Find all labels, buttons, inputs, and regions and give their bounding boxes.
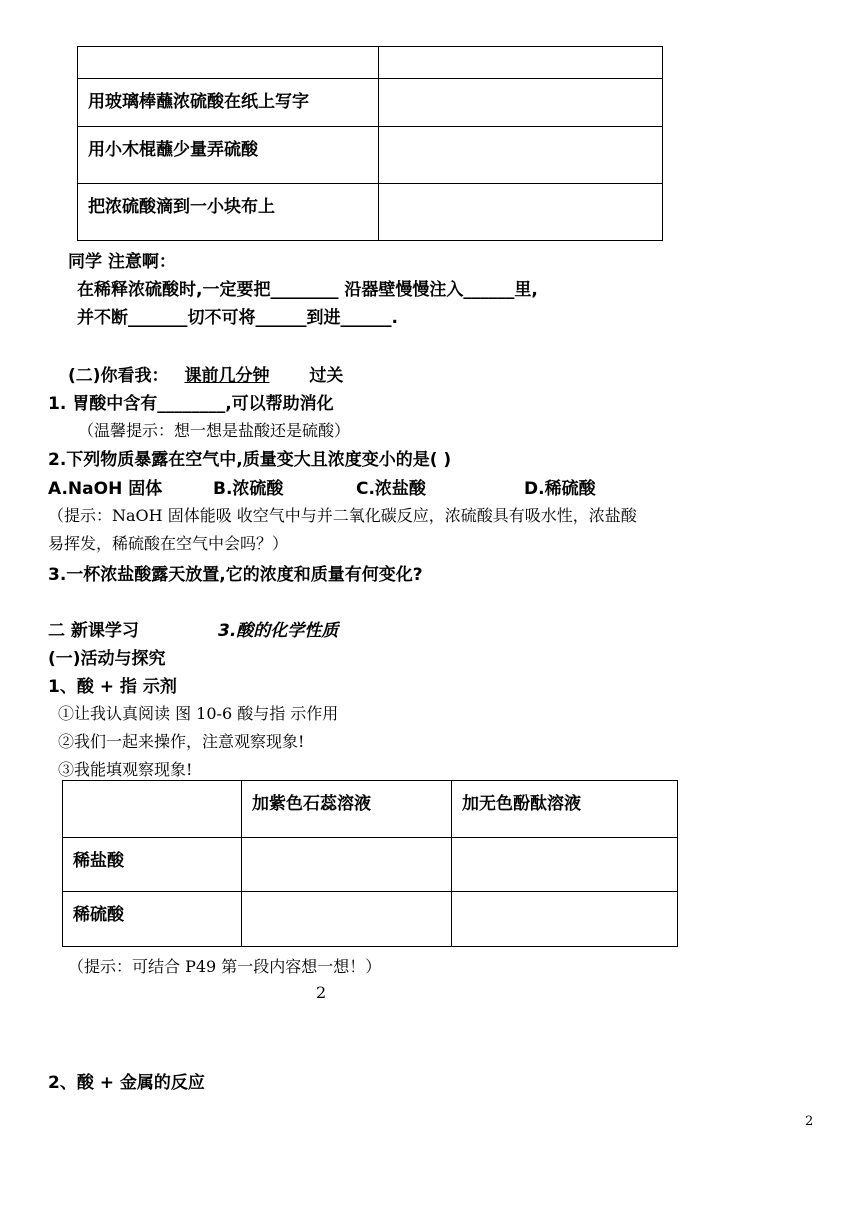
question-1: 1. 胃酸中含有________,可以帮助消化 — [48, 394, 334, 414]
table-cell — [379, 79, 663, 127]
inner-page-number: 2 — [316, 983, 327, 1002]
notice-title: 同学 注意啊： — [68, 252, 176, 272]
observation-table — [77, 46, 663, 241]
table-cell — [452, 892, 678, 947]
table-cell — [452, 838, 678, 892]
section-metal: 2、酸 + 金属的反应 — [48, 1073, 205, 1093]
table-cell: 把浓硫酸滴到一小块布上 — [78, 184, 379, 241]
section-2-heading — [68, 361, 343, 386]
table-cell — [242, 838, 452, 892]
table-2-hint: （提示：可结合 P49 第一段内容想一想！） — [68, 957, 382, 976]
section-2-label: (二)你看我： — [68, 366, 169, 386]
activity-subtitle: 1、酸 + 指 示剂 — [48, 677, 177, 697]
question-2-option-b: B.浓硫酸 — [213, 479, 284, 499]
question-2-option-a: A.NaOH 固体 — [48, 479, 163, 499]
activity-step-3: ③我能填观察现象! — [58, 760, 193, 779]
notice-line-1: 在稀释浓硫酸时,一定要把________ 沿器壁慢慢注入______里, — [77, 280, 538, 300]
activity-step-1: ①让我认真阅读 图 10-6 酸与指 示作用 — [58, 704, 339, 723]
notice-line-2: 并不断_______切不可将______到进______. — [77, 308, 398, 328]
table-cell — [379, 127, 663, 184]
activity-step-2: ②我们一起来操作，注意观察现象! — [58, 732, 305, 751]
table-cell — [78, 47, 379, 79]
table-cell: 用玻璃棒蘸浓硫酸在纸上写字 — [78, 79, 379, 127]
table-header-cell: 加紫色石蕊溶液 — [242, 781, 452, 838]
question-2-hint-line-1: （提示：NaOH 固体能吸 收空气中与并二氧化碳反应，浓硫酸具有吸水性，浓盐酸 — [48, 506, 637, 525]
section-2-link: 课前几分钟 — [184, 366, 270, 386]
table-cell — [379, 47, 663, 79]
new-lesson-label: 二 新课学习 — [48, 621, 139, 641]
question-1-hint: （温馨提示：想一想是盐酸还是硫酸） — [78, 421, 351, 440]
question-2: 2.下列物质暴露在空气中,质量变大且浓度变小的是( ) — [48, 450, 452, 470]
table-cell: 稀硫酸 — [63, 892, 242, 947]
table-cell: 用小木棍蘸少量弄硫酸 — [78, 127, 379, 184]
page-number: 2 — [805, 1114, 814, 1129]
question-2-option-c: C.浓盐酸 — [356, 479, 426, 499]
table-header-cell: 加无色酚酞溶液 — [452, 781, 678, 838]
table-cell — [379, 184, 663, 241]
section-2-tail: 过关 — [309, 366, 344, 386]
table-cell: 稀盐酸 — [63, 838, 242, 892]
table-cell — [242, 892, 452, 947]
question-2-hint-line-2: 易挥发，稀硫酸在空气中会吗？） — [48, 534, 289, 553]
question-3: 3.一杯浓盐酸露天放置,它的浓度和质量有何变化? — [48, 565, 423, 585]
activity-title: (一)活动与探究 — [48, 649, 166, 669]
indicator-table — [62, 780, 678, 947]
table-header-cell — [63, 781, 242, 838]
new-lesson-topic: 3.酸的化学性质 — [218, 621, 339, 641]
question-2-option-d: D.稀硫酸 — [524, 479, 596, 499]
